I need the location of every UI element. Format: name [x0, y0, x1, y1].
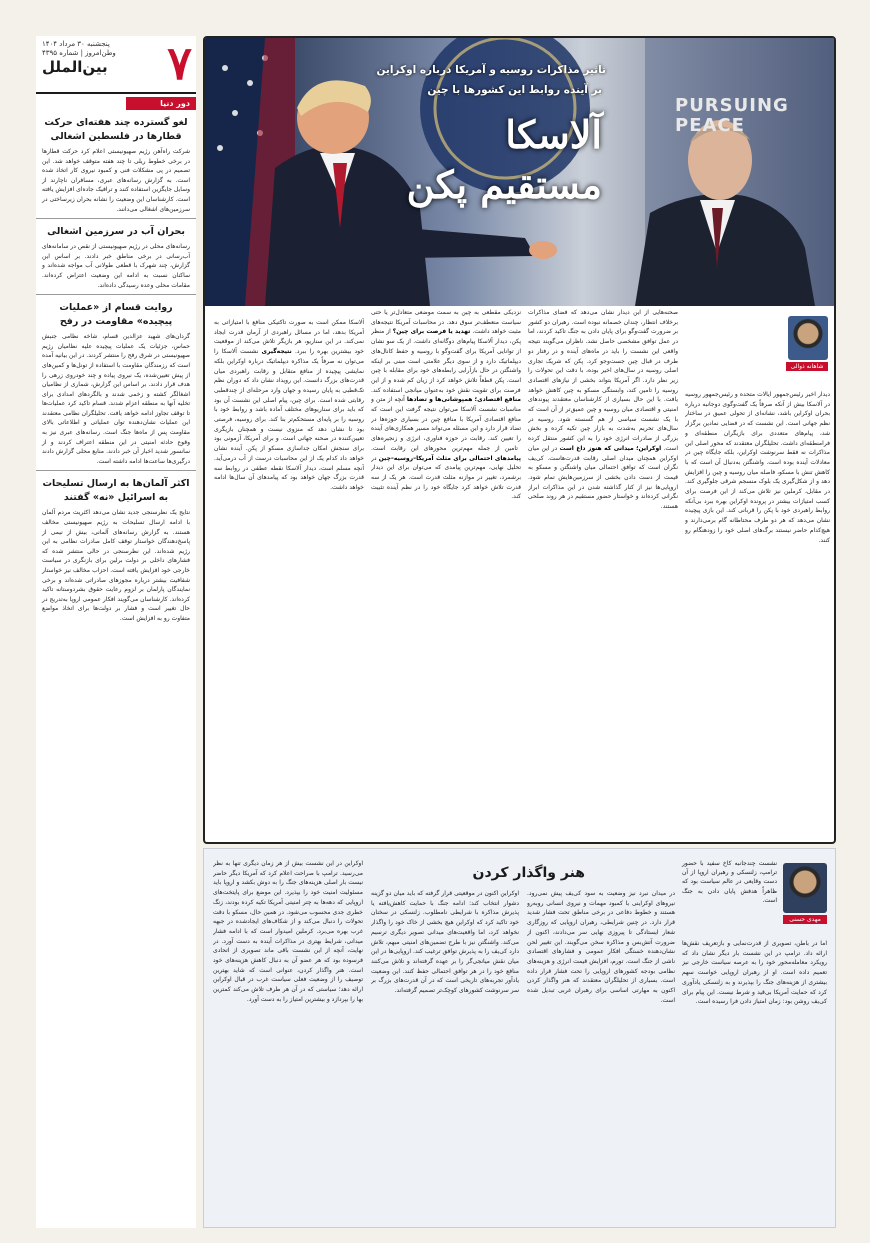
- secondary-column-1: اما در باطن، تصویری از قدرت‌نمایی و بازتعریف نقش‌ها ارائه داد. ترامپ در این نشست بار دیگر نشان داد که رویکرد معامله‌محور خود را به عرصه سیاست خارجی نیز تعمیم داده است. او از رهبران اروپایی خواست سهم بیشتری از هزینه‌های جنگ را بپذیرند و به زلنسکی یادآوری کرد که حمایت آمریکا بی‌قید و شرط نیست. این پیام برای کی‌یف روشن بود: زمان امتیاز دادن فرا رسیده است.: [682, 940, 827, 1006]
- column-text: آنچه از متن و مناسبات نشست آلاسکا می‌توان نتیجه گرفت این است که منافع اقتصادی آمریکا با منافع چین در بسیاری حوزه‌ها در تضاد قرار دارد و این مسئله می‌تواند مسیر همکاری‌های آینده را تعیین کند. رقابت در حوزه فناوری، انرژی و زنجیره‌های تامین از جمله مهم‌ترین محورهای این رقابت است.: [371, 396, 521, 452]
- secondary-lede: نشست چندجانبه کاخ سفید با حضور ترامپ، زلنسکی و رهبران اروپا از آن دست وقایعی در عالم سیاست بود که ظاهراً هدفش پایان دادن به جنگ است.: [682, 860, 777, 904]
- author-name: مهدی حسنی: [783, 915, 827, 924]
- secondary-byline: [682, 859, 827, 935]
- secondary-column-4: اوکراین در این نشست بیش از هر زمان دیگری تنها به نظر می‌رسید. ترامپ با صراحت اعلام کرد که آمریکا دیگر حاضر نیست بار اصلی هزینه‌های جنگ را به دوش بکشد و اروپا باید مسئولیت امنیت خود را بپذیرد. این موضع برای پایتخت‌های اروپایی که دهه‌ها به چتر امنیتی آمریکا تکیه کرده بودند، زنگ خطری جدی محسوب می‌شود. در همین حال، مسکو با دقت تحولات را دنبال می‌کند و از شکاف‌های ایجادشده در جبهه غرب بهره می‌برد. کرملین امیدوار است که با ادامه فشار میدانی، شرایط بهتری در مذاکرات آینده به دست آورد. در نهایت، آنچه از این نشست باقی ماند تصویری از اتحادی فرسوده بود که هر عضو آن به دنبال کاهش هزینه‌های خود است. هنر واگذار کردن، عنوانی است که شاید بهترین توصیف را از وضعیت فعلی سیاست غرب در قبال اوکراین ارائه دهد؛ سیاستی که در آن هر طرف تلاش می‌کند کمترین بها را بپردازد و بیشترین امتیاز را به دست آورد.: [213, 860, 363, 1003]
- news-headline: لغو گسترده چند هفته‌ای حرکت قطارها در فلسطین اشغالی: [44, 117, 188, 142]
- column-subhead: اوکراین؛ میدانی که هنوز داغ است: [559, 444, 662, 452]
- article-column-4: [214, 318, 364, 840]
- issue-number: وطن‌امروز | شماره ۴۳۹۵: [42, 49, 116, 57]
- sidebar-news-item: [36, 295, 196, 471]
- rubric-label: دور دنیا: [126, 97, 196, 110]
- column-text: نزدیکی مقطعی به چین به سمت موضعی متعادل‌تر یا حتی سیاست منعطف‌تر سوق دهد. در محاسبات آمریکا نتیجه‌های مثبت خواهد داشت.: [371, 309, 521, 336]
- backdrop-sign: PURSUING PEACE: [675, 95, 789, 136]
- publication-date: پنجشنبه ۳۰ مرداد ۱۴۰۴: [42, 40, 110, 48]
- sidebar-news-item: [36, 110, 196, 219]
- secondary-headline: هنر واگذار کردن: [472, 865, 585, 881]
- headline-main: آلاسکا: [505, 112, 602, 157]
- news-body: گردان‌های شهید عزالدین قسام، شاخه نظامی جنبش حماس، جزئیات یک عملیات پیچیده علیه نظامیان رژیم صهیونیستی در شرق رفح را منتشر کردند. در این بیانیه آمده است که رزمندگان مقاومت با استفاده از تونل‌ها و کمین‌های از پیش تعیین‌شده، یک نیروی پیاده و چند خودروی زرهی را هدف قرار دادند. بر اساس این گزارش، شماری از نظامیان اشغالگر کشته و زخمی شدند و بالگردهای امدادی برای تخلیه آنها به منطقه اعزام شدند. قسام تاکید کرد عملیات‌ها تا توقف تجاوز ادامه خواهد یافت. تحلیلگران نظامی معتقدند این عملیات نشان‌دهنده توان عملیاتی و اطلاعاتی بالای مقاومت پس از ماه‌ها جنگ است. رسانه‌های عبری نیز به وقوع حادثه امنیتی در این منطقه اعتراف کردند و از سانسور شدید اخبار آن خبر دادند. منابع محلی گزارش دادند درگیری‌ها ساعت‌ها ادامه داشته است.: [42, 333, 190, 465]
- column-subhead: پیامدهای احتمالی برای مثلث آمریکا–روسیه–چین: [378, 454, 521, 462]
- article-column-3: [371, 308, 521, 840]
- news-body: شرکت راه‌آهن رژیم صهیونیستی اعلام کرد حرکت قطارها در برخی خطوط ریلی تا چند هفته متوقف خواهد شد. این تصمیم در پی مشکلات فنی و کمبود نیروی کار اتخاذ شده است. به گزارش رسانه‌های عبری، مسافران ناچارند از وسایل جایگزین استفاده کنند و ترافیک جاده‌ای افزایش یافته است. کارشناسان این وضعیت را نشانه بحران زیرساختی در سرزمین‌های اشغالی می‌دانند.: [42, 148, 190, 213]
- column-text: صحنه‌هایی از این دیدار نشان می‌دهد که فضای مذاکرات برخلاف انتظار، چندان خصمانه نبوده است. رهبران دو کشور بر ضرورت گفت‌وگو برای پایان دادن به جنگ تاکید کردند، اما در عمل توافق مشخصی حاصل نشد. ناظران می‌گویند نتیجه واقعی این نشست را باید در ماه‌های آینده و در رفتار دو طرف در قبال چین جست‌وجو کرد. پکن که شریک تجاری اصلی روسیه در سال‌های اخیر بوده، با دقت این تحولات را زیر نظر دارد. اگر آمریکا بتواند بخشی از نیازهای اقتصادی روسیه را تامین کند، وابستگی مسکو به چین کاهش خواهد یافت. با این حال بسیاری از کارشناسان معتقدند پیوندهای امنیتی و اقتصادی میان روسیه و چین عمیق‌تر از آن است که با یک نشست سیاسی از هم گسسته شود. روسیه در سال‌های تحریم به‌شدت به بازار چین تکیه کرده و بخش بزرگی از صادرات انرژی خود را به این کشور منتقل کرده است.: [528, 309, 678, 452]
- sidebar-column: [36, 36, 196, 1228]
- column-text: نشست آلاسکا را می‌توان نه صرفاً یک مذاکره دیپلماتیک درباره اوکراین بلکه نمایشی پیچیده از منافع متقابل و رقابت راهبردی میان قدرت‌های بزرگ دانست. این رویداد نشان داد که دوران نظم تک‌قطبی به پایان رسیده و جهان وارد مرحله‌ای از چندقطبی رقابتی شده است. برای چین، پیام اصلی این نشست آن بود که باید برای سناریوهای مختلف آماده باشد و روابط خود با روسیه را بر پایه‌ای مستحکم‌تر بنا کند. برای روسیه، فرصتی بود تا نشان دهد که منزوی نیست و همچنان بازیگری تعیین‌کننده در صحنه جهانی است. و برای آمریکا، آزمونی بود برای سنجش امکان جداسازی مسکو از پکن. آینده نشان خواهد داد کدام یک از این محاسبات درست از آب درمی‌آید. آنچه مسلم است، دیدار آلاسکا نقطه عطفی در روابط سه قدرت بزرگ جهان خواهد بود که پیامدهای آن سال‌ها ادامه خواهد داشت.: [214, 348, 364, 491]
- secondary-article: [203, 848, 836, 1228]
- headline-kicker-secondary: بر آینده روابط این کشورها با چین: [427, 84, 602, 96]
- news-headline: بحران آب در سرزمین اشغالی: [47, 226, 185, 238]
- secondary-column-3: اوکراین اکنون در موقعیتی قرار گرفته که باید میان دو گزینه دشوار انتخاب کند: ادامه جنگ با حمایت کاهش‌یافته یا پذیرش مذاکره با شرایطی نامطلوب. زلنسکی در سخنان خود تاکید کرد که اوکراین هیچ بخشی از خاک خود را واگذار نخواهد کرد، اما واقعیت‌های میدانی تصویر دیگری ترسیم می‌کند. واشنگتن نیز با طرح تضمین‌های امنیتی مبهم، تلاش دارد کی‌یف را به پذیرش توافق ترغیب کند. اروپایی‌ها در این میان نقش میانجی‌گر را بر عهده گرفته‌اند و تلاش می‌کنند منافع خود را در هر توافق احتمالی حفظ کنند. این وضعیت یادآور تجربه‌های تاریخی است که در آن قدرت‌های بزرگ بر سر سرنوشت کشورهای کوچک‌تر تصمیم گرفته‌اند.: [371, 890, 519, 995]
- author-avatar: [783, 863, 827, 913]
- column-text: در این میان اوکراین همچنان میدان اصلی رقابت قدرت‌هاست. کی‌یف نگران است که توافق احتمالی میان واشنگتن و مسکو به قیمت از دست دادن بخشی از سرزمین‌هایش تمام شود. اروپایی‌ها نیز از کنار گذاشته شدن در این مذاکرات ابراز نگرانی کرده‌اند و خواستار حضور مستقیم در هر روند صلحی هستند.: [528, 444, 678, 511]
- article-column-2: [528, 308, 678, 840]
- news-body: نتایج یک نظرسنجی جدید نشان می‌دهد اکثریت مردم آلمان با ادامه ارسال تسلیحات به رژیم صهیونیستی مخالف هستند. به گزارش رسانه‌های آلمانی، بیش از نیمی از پاسخ‌دهندگان خواستار توقف کامل صادرات نظامی به این رژیم شده‌اند. این نظرسنجی در حالی منتشر شده که فشارهای داخلی بر دولت برلین برای بازنگری در سیاست خارجی خود افزایش یافته است. احزاب مخالف نیز خواستار شفافیت بیشتر درباره مجوزهای صادراتی شده‌اند و برخی نمایندگان پارلمان بر لزوم رعایت حقوق بشردوستانه تاکید کرده‌اند. کارشناسان می‌گویند افکار عمومی اروپا به‌تدریج در حال تغییر است و فشار بر دولت‌ها برای اتخاذ مواضع متفاوت رو به افزایش است.: [42, 509, 190, 622]
- headline-main-line2: مستقیم پکن: [406, 162, 602, 207]
- news-body: رسانه‌های محلی در رژیم صهیونیستی از نقص در سامانه‌های آب‌رسانی در برخی مناطق خبر دادند. بر اساس این گزارش، چند شهرک با قطعی طولانی آب مواجه شده‌اند و ساکنان نسبت به ادامه این وضعیت اعتراض کرده‌اند. مقامات محلی وعده رسیدگی داده‌اند.: [42, 243, 190, 289]
- sidebar-news-item: [36, 471, 196, 627]
- column-text: در تحلیل نهایی، مهم‌ترین پیامدی که می‌توان برای این دیدار برشمرد، تغییر در موازنه مثلث قدرت است. هر یک از سه قدرت تلاش خواهد کرد جایگاه خود را در نظم آینده تثبیت کند.: [371, 454, 521, 501]
- article-columns: [211, 308, 830, 840]
- column-text: آلاسکا ممکن است به صورت تاکتیکی منافع با امتیازاتی به آمریکا بدهد، اما در مسائل راهبردی از آرمان قدرت ایجاد نمی‌کند. در این سناریو، هر بازیگر تلاش می‌کند از موقعیت خود بیشترین بهره را ببرد.: [214, 319, 364, 356]
- main-article: [203, 36, 836, 844]
- page-number: ۷: [167, 36, 192, 90]
- headline-kicker: تاثیر مذاکرات روسیه و آمریکا درباره اوکراین: [376, 64, 606, 76]
- section-title: بین‌الملل: [42, 58, 108, 76]
- masthead: [36, 36, 196, 94]
- column-subhead: منافع اقتصادی؛ همپوشانی‌ها و تضادها: [406, 396, 521, 404]
- news-headline: روایت قسام از «عملیات پیچیده» مقاومت در رفح: [59, 302, 173, 328]
- news-headline: اکثر آلمان‌ها به ارسال تسلیحات به اسرائیل «نه» گفتند: [42, 478, 190, 504]
- secondary-column-2: در میدان نبرد نیز وضعیت به سود کی‌یف پیش نمی‌رود. نیروهای اوکراینی با کمبود مهمات و نیروی انسانی روبه‌رو هستند و خطوط دفاعی در برخی مناطق تحت فشار شدید قرار دارد. در چنین شرایطی، رهبران اروپایی که روزگاری شعار ایستادگی تا پیروزی نهایی سر می‌دادند، اکنون از ضرورت آتش‌بس و مذاکره سخن می‌گویند. این تغییر لحن نشان‌دهنده خستگی افکار عمومی و فشارهای اقتصادی ناشی از جنگ است. تورم، افزایش قیمت انرژی و هزینه‌های نظامی بودجه کشورهای اروپایی را تحت فشار قرار داده است. بسیاری از تحلیلگران معتقدند که هنر واگذار کردن اکنون به مهارتی اساسی برای رهبران غربی تبدیل شده است.: [527, 890, 675, 1004]
- hero-photo: [205, 38, 834, 306]
- author-name: شاهانه ذوالی: [786, 362, 828, 371]
- article-column-1: دیدار اخیر رئیس‌جمهور ایالات متحده و رئیس‌جمهور روسیه در آلاسکا بیش از آنکه صرفاً یک گفت‌وگوی دوجانبه درباره بحران اوکراین باشد، نشانه‌ای از تحولی عمیق در ساختار نظم جهانی است. این نشست که در فضایی نمادین برگزار شد، پیام‌های متعددی برای بازیگران منطقه‌ای و فرامنطقه‌ای داشت. تحلیلگران معتقدند که محور اصلی این مذاکرات نه فقط سرنوشت اوکراین، بلکه جایگاه چین در معادلات آینده بوده است. واشنگتن به‌دنبال آن است که با کاهش تنش با مسکو، فاصله میان روسیه و چین را افزایش دهد و از شکل‌گیری یک بلوک منسجم شرقی جلوگیری کند. در مقابل، کرملین نیز تلاش می‌کند از این فرصت برای کسب امتیازات بیشتر در پرونده اوکراین بهره ببرد بی‌آنکه روابط راهبردی خود با پکن را قربانی کند. این بازی پیچیده نشان می‌دهد که هر دو طرف محتاطانه گام برمی‌دارند و هیچ‌کدام حاضر نیستند برگ‌های اصلی خود را زودهنگام رو کنند.: [685, 391, 830, 544]
- column-text: از منظر پکن، دیدار آلاسکا پیام‌های دوگانه‌ای داشت. از یک سو نشان از توانایی آمریکا برای گفت‌وگو با روسیه و حفظ کانال‌های دیپلماتیک دارد و از سوی دیگر علامتی است مبنی بر اینکه واشنگتن در حال بازآرایی رابطه‌های خود برای مقابله با چین است. پکن قطعاً تلاش خواهد کرد از زیان کم شده و از این فرصت برای تقویت نقش خود به‌عنوان میانجی استفاده کند.: [371, 328, 521, 394]
- sidebar-news-item: [36, 219, 196, 295]
- column-subhead: تهدید یا فرصت برای چین؟: [392, 328, 471, 336]
- column-subhead: نتیجه‌گیری: [261, 348, 292, 356]
